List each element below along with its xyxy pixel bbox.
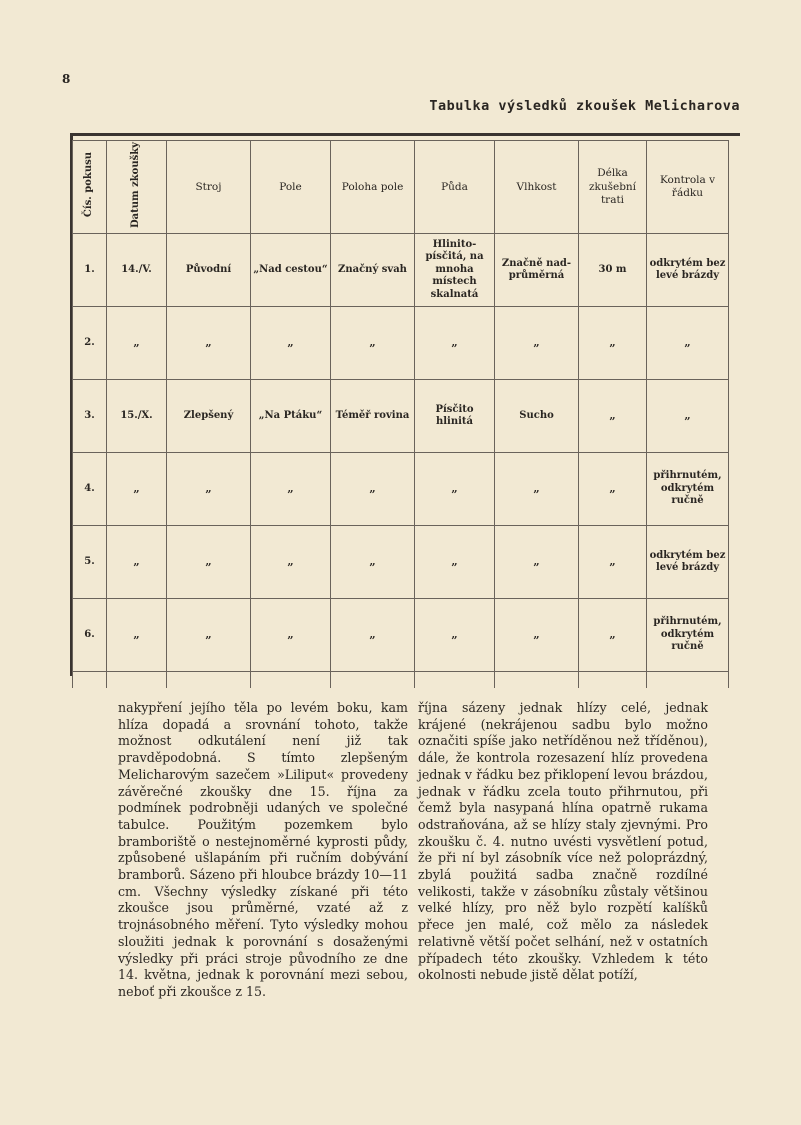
body-text-left <box>118 700 408 1001</box>
table-cell: „ <box>251 453 331 526</box>
table-cell: „ <box>579 380 647 453</box>
table-cell: „ <box>415 453 495 526</box>
table-cell: „ <box>415 526 495 599</box>
table-cell: 3. <box>73 380 107 453</box>
table-cell: 6. <box>73 599 107 672</box>
table-cell: „Na Ptáku“ <box>251 380 331 453</box>
table-cell: „ <box>415 307 495 380</box>
table-cell: „ <box>495 453 579 526</box>
body-text-right <box>418 700 708 984</box>
table-cell: „ <box>647 307 729 380</box>
table-cell: 15./X. <box>107 380 167 453</box>
body-paragraph: nakypření jejího těla po levém boku, kam hlíza dopadá a srovnání tohoto, takže možnost odkutálení není již tak pravděpodobná. S tímto zlepšeným Melicharovým sazečem »Liliput« provedeny závěrečné zkoušky dne 15. října za podmínek podrobněji udaných ve společné tabulce. Použitým pozemkem bylo bramboriště o nestejnoměrné kyprosti půdy, způsobené ušlapáním při ručním dobývání bramborů. Sázeno při hloubce brázdy 10—11 cm. Všechny výsledky získané při této zkoušce jsou průměrné, vzaté až z trojnásobného měření. Tyto výsledky mohou sloužiti jednak k porovnání s dosaženými výsledky při práci stroje původního ze dne 14. května, jednak k porovnání mezi sebou, neboť při zkoušce z 15. <box>118 700 408 999</box>
table-cell: odkrytém bez levé brázdy <box>647 234 729 307</box>
table-cell: Značný svah <box>331 234 415 307</box>
table-cell: 5. <box>73 526 107 599</box>
table-row <box>73 234 729 307</box>
table-cell: přihrnutém, odkrytém ručně <box>647 453 729 526</box>
table-cell: 2. <box>73 307 107 380</box>
table-cell: „ <box>579 599 647 672</box>
table-row <box>73 307 729 380</box>
table-cell: „ <box>107 453 167 526</box>
table-cell: „ <box>167 599 251 672</box>
table-cell: „ <box>167 526 251 599</box>
header-cell: Délka zkušební trati <box>579 141 647 234</box>
table-cell: „ <box>331 307 415 380</box>
page-number: 8 <box>62 72 71 86</box>
table-cell <box>647 672 729 689</box>
table-cell: odkrytém bez levé brázdy <box>647 526 729 599</box>
table-cell: „ <box>251 307 331 380</box>
table-cell: „ <box>167 307 251 380</box>
table-tail-row <box>73 672 729 689</box>
table-cell <box>167 672 251 689</box>
table-cell <box>415 672 495 689</box>
table-cell: „ <box>167 453 251 526</box>
table-cell: 30 m <box>579 234 647 307</box>
table-cell: „ <box>495 526 579 599</box>
table-cell: „ <box>331 599 415 672</box>
table-cell <box>251 672 331 689</box>
table-cell: „Nad cestou“ <box>251 234 331 307</box>
header-cell: Poloha pole <box>331 141 415 234</box>
table-cell: 14./V. <box>107 234 167 307</box>
header-cell: Kontrola v řádku <box>647 141 729 234</box>
body-paragraph: října sázeny jednak hlízy celé, jednak krájené (nekrájenou sadbu bylo možno označiti spíše jako netříděnou než tříděnou), dále, že kontrola rozesazení hlíz provedena jednak v řádku bez přiklopení levou brázdou, jednak v řádku zcela touto přihrnutou, při čemž byla nasypaná hlína opatrně rukama odstraňována, až se hlízy staly zjevnými. Pro zkoušku č. 4. nutno uvésti vysvětlení potud, že při ní byl zásobník více než poloprázdný, zbylá použitá sadba značně rozdílné velikosti, takže v zásobníku zůstaly většinou velké hlízy, pro něž bylo rozpětí kalíšků přece jen malé, což mělo za následek relativně větší počet selhání, než v ostatních případech této zkoušky. Vzhledem k této okolnosti nebude jistě dělat potíží, <box>418 700 708 983</box>
table-top-rule <box>70 133 740 136</box>
table-cell: Sucho <box>495 380 579 453</box>
table-cell: „ <box>579 453 647 526</box>
table-cell: Písčito hlinitá <box>415 380 495 453</box>
table-cell: „ <box>647 380 729 453</box>
table-cell <box>579 672 647 689</box>
table-title: Tabulka výsledků zkoušek Melicharova <box>429 98 740 114</box>
table-cell: „ <box>331 453 415 526</box>
header-cell: Půda <box>415 141 495 234</box>
table-cell: Značně nad-průměrná <box>495 234 579 307</box>
table-cell: „ <box>331 526 415 599</box>
header-cell: Vlhkost <box>495 141 579 234</box>
table-cell <box>331 672 415 689</box>
table-cell <box>73 672 107 689</box>
header-cell: Pole <box>251 141 331 234</box>
table-row <box>73 526 729 599</box>
table-cell: „ <box>107 526 167 599</box>
header-cell: Čís. pokusu <box>73 141 107 234</box>
table-cell: „ <box>579 307 647 380</box>
table-cell <box>107 672 167 689</box>
table-cell: „ <box>495 307 579 380</box>
table-cell: Původní <box>167 234 251 307</box>
table-cell: „ <box>107 307 167 380</box>
table-row <box>73 599 729 672</box>
table-cell: 4. <box>73 453 107 526</box>
table-cell: Hlinito-písčitá, na mnoha místech skalnatá <box>415 234 495 307</box>
table-cell: „ <box>251 599 331 672</box>
table-cell <box>495 672 579 689</box>
table-cell: 1. <box>73 234 107 307</box>
table-cell: „ <box>415 599 495 672</box>
results-table <box>72 140 729 688</box>
table-cell: přihrnutém, odkrytém ručně <box>647 599 729 672</box>
table-cell: Zlepšený <box>167 380 251 453</box>
table-cell: „ <box>579 526 647 599</box>
header-cell: Stroj <box>167 141 251 234</box>
table-cell: „ <box>495 599 579 672</box>
header-cell: Datum zkoušky <box>107 141 167 234</box>
table-row <box>73 380 729 453</box>
table-cell: „ <box>107 599 167 672</box>
table-header-row <box>73 141 729 234</box>
table-cell: Téměř rovina <box>331 380 415 453</box>
table-row <box>73 453 729 526</box>
table-cell: „ <box>251 526 331 599</box>
